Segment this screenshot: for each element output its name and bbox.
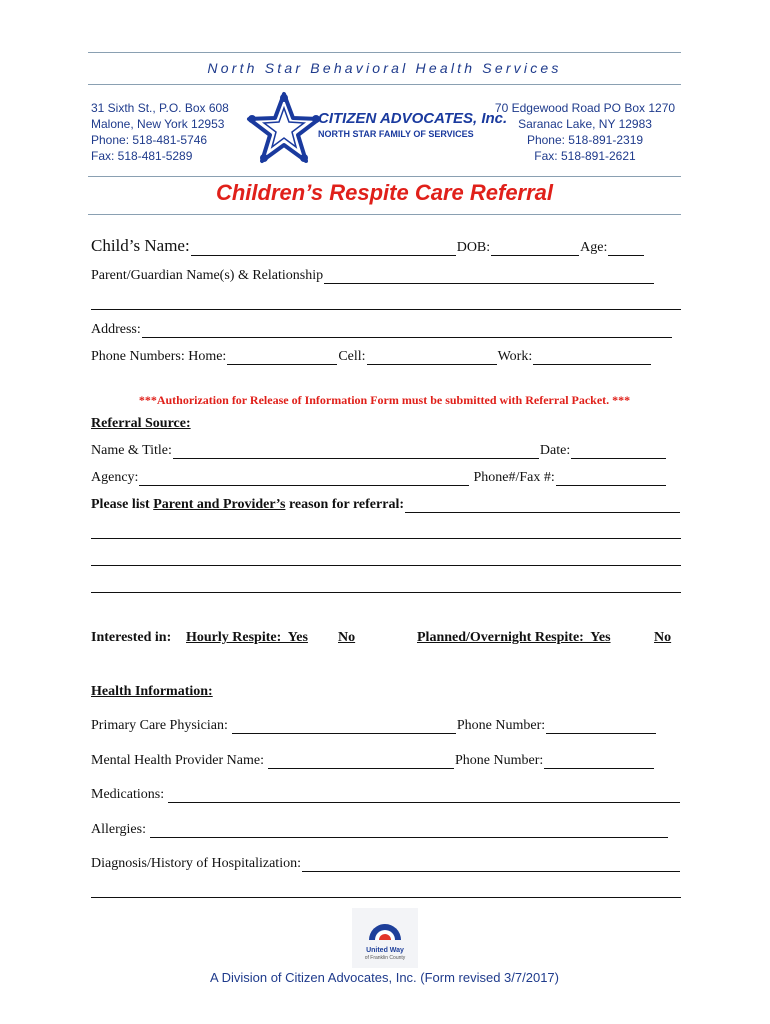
right-address-line: 70 Edgewood Road PO Box 1270 bbox=[494, 101, 676, 115]
mh-phone-label: Phone Number: bbox=[455, 753, 544, 768]
org-name: North Star Behavioral Health Services bbox=[207, 60, 562, 76]
planned-overnight-option[interactable]: Planned/Overnight Respite: Yes bbox=[417, 630, 611, 645]
right-address-line: Fax: 518-891-2621 bbox=[534, 149, 636, 163]
left-address bbox=[91, 100, 229, 164]
name-title-row bbox=[91, 443, 681, 459]
referral-date-field[interactable] bbox=[571, 444, 666, 459]
medications-row bbox=[91, 787, 681, 803]
mh-row bbox=[91, 753, 681, 769]
reason-label-underlined: Parent and Provider’s bbox=[153, 497, 286, 512]
reason-line-2[interactable] bbox=[91, 565, 681, 566]
footer-text: A Division of Citizen Advocates, Inc. (Form revised 3/7/2017) bbox=[210, 970, 559, 985]
form-title: Children’s Respite Care Referral bbox=[215, 180, 554, 205]
reason-line-1[interactable] bbox=[91, 538, 681, 539]
right-address bbox=[490, 100, 680, 164]
overnight-no-option[interactable]: No bbox=[654, 630, 672, 645]
address-row bbox=[91, 322, 681, 338]
logo-subtitle: NORTH STAR FAMILY OF SERVICES bbox=[318, 129, 474, 139]
mh-phone-field[interactable] bbox=[544, 754, 654, 769]
star-logo-icon bbox=[244, 88, 324, 168]
age-field[interactable] bbox=[608, 241, 644, 256]
child-info-row bbox=[91, 236, 681, 256]
right-address-line: Saranac Lake, NY 12983 bbox=[518, 117, 652, 131]
hourly-respite-option[interactable]: Hourly Respite: Yes bbox=[186, 630, 308, 645]
reason-label-post: reason for referral: bbox=[285, 497, 404, 512]
agency-label: Agency: bbox=[91, 470, 139, 485]
health-heading: Health Information: bbox=[91, 684, 213, 699]
referral-date-label: Date: bbox=[539, 443, 571, 458]
title-bottom-rule bbox=[88, 214, 681, 215]
united-way-sub: of Franklin County bbox=[364, 955, 406, 961]
parent-row bbox=[91, 268, 681, 284]
agency-row bbox=[91, 470, 681, 486]
reason-row bbox=[91, 497, 681, 513]
pcp-row bbox=[91, 718, 681, 734]
parent-field[interactable] bbox=[324, 269, 654, 284]
reason-label-pre: Please list bbox=[91, 497, 154, 512]
phone-home-field[interactable] bbox=[227, 350, 337, 365]
logo-name: CITIZEN ADVOCATES, Inc. bbox=[318, 110, 508, 127]
address-field[interactable] bbox=[142, 323, 672, 338]
diagnosis-line-2[interactable] bbox=[91, 897, 681, 898]
united-way-hand-icon bbox=[365, 914, 405, 942]
mh-field[interactable] bbox=[268, 754, 454, 769]
phone-row bbox=[91, 349, 681, 365]
name-title-field[interactable] bbox=[173, 444, 539, 459]
left-address-line: Malone, New York 12953 bbox=[91, 117, 225, 131]
left-address-line: Phone: 518-481-5746 bbox=[91, 133, 208, 147]
referral-heading: Referral Source: bbox=[91, 416, 191, 431]
age-label: Age: bbox=[580, 240, 608, 255]
pcp-label: Primary Care Physician: bbox=[91, 718, 228, 733]
phone-fax-field[interactable] bbox=[556, 471, 666, 486]
dob-label: DOB: bbox=[456, 240, 491, 255]
child-name-label: Child’s Name: bbox=[91, 236, 190, 255]
united-way-logo bbox=[352, 908, 418, 968]
agency-field[interactable] bbox=[139, 471, 469, 486]
pcp-phone-label: Phone Number: bbox=[456, 718, 546, 733]
pcp-phone-field[interactable] bbox=[546, 719, 656, 734]
dob-field[interactable] bbox=[491, 241, 579, 256]
allergies-label: Allergies: bbox=[91, 822, 146, 837]
name-title-label: Name & Title: bbox=[91, 443, 172, 458]
left-address-line: 31 Sixth St., P.O. Box 608 bbox=[91, 101, 229, 115]
authorization-notice: ***Authorization for Release of Information Form must be submitted with Referral Packet. *** bbox=[138, 393, 631, 407]
hourly-no-option[interactable]: No bbox=[338, 630, 356, 645]
allergies-field[interactable] bbox=[150, 823, 668, 838]
header-rule bbox=[88, 84, 681, 85]
left-address-line: Fax: 518-481-5289 bbox=[91, 149, 193, 163]
phone-home-label: Phone Numbers: Home: bbox=[91, 349, 227, 364]
top-rule bbox=[88, 52, 681, 53]
parent-label: Parent/Guardian Name(s) & Relationship bbox=[91, 268, 324, 283]
phone-fax-label: Phone#/Fax #: bbox=[473, 470, 555, 485]
child-name-field[interactable] bbox=[191, 241, 456, 256]
reason-field[interactable] bbox=[405, 498, 680, 513]
title-top-rule bbox=[88, 176, 681, 177]
pcp-field[interactable] bbox=[232, 719, 456, 734]
united-way-name: United Way bbox=[366, 947, 404, 954]
cell-field[interactable] bbox=[367, 350, 497, 365]
address-label: Address: bbox=[91, 322, 141, 337]
diagnosis-field[interactable] bbox=[302, 857, 680, 872]
work-field[interactable] bbox=[533, 350, 651, 365]
cell-label: Cell: bbox=[338, 349, 366, 364]
right-address-line: Phone: 518-891-2319 bbox=[526, 133, 644, 147]
mh-label: Mental Health Provider Name: bbox=[91, 753, 265, 768]
medications-label: Medications: bbox=[91, 787, 165, 802]
parent-field-line[interactable] bbox=[91, 309, 681, 310]
work-label: Work: bbox=[497, 349, 533, 364]
allergies-row bbox=[91, 822, 681, 838]
medications-field[interactable] bbox=[168, 788, 680, 803]
diagnosis-label: Diagnosis/History of Hospitalization: bbox=[91, 856, 301, 871]
interested-in-label: Interested in: bbox=[91, 630, 172, 645]
reason-line-3[interactable] bbox=[91, 592, 681, 593]
diagnosis-row bbox=[91, 856, 681, 872]
